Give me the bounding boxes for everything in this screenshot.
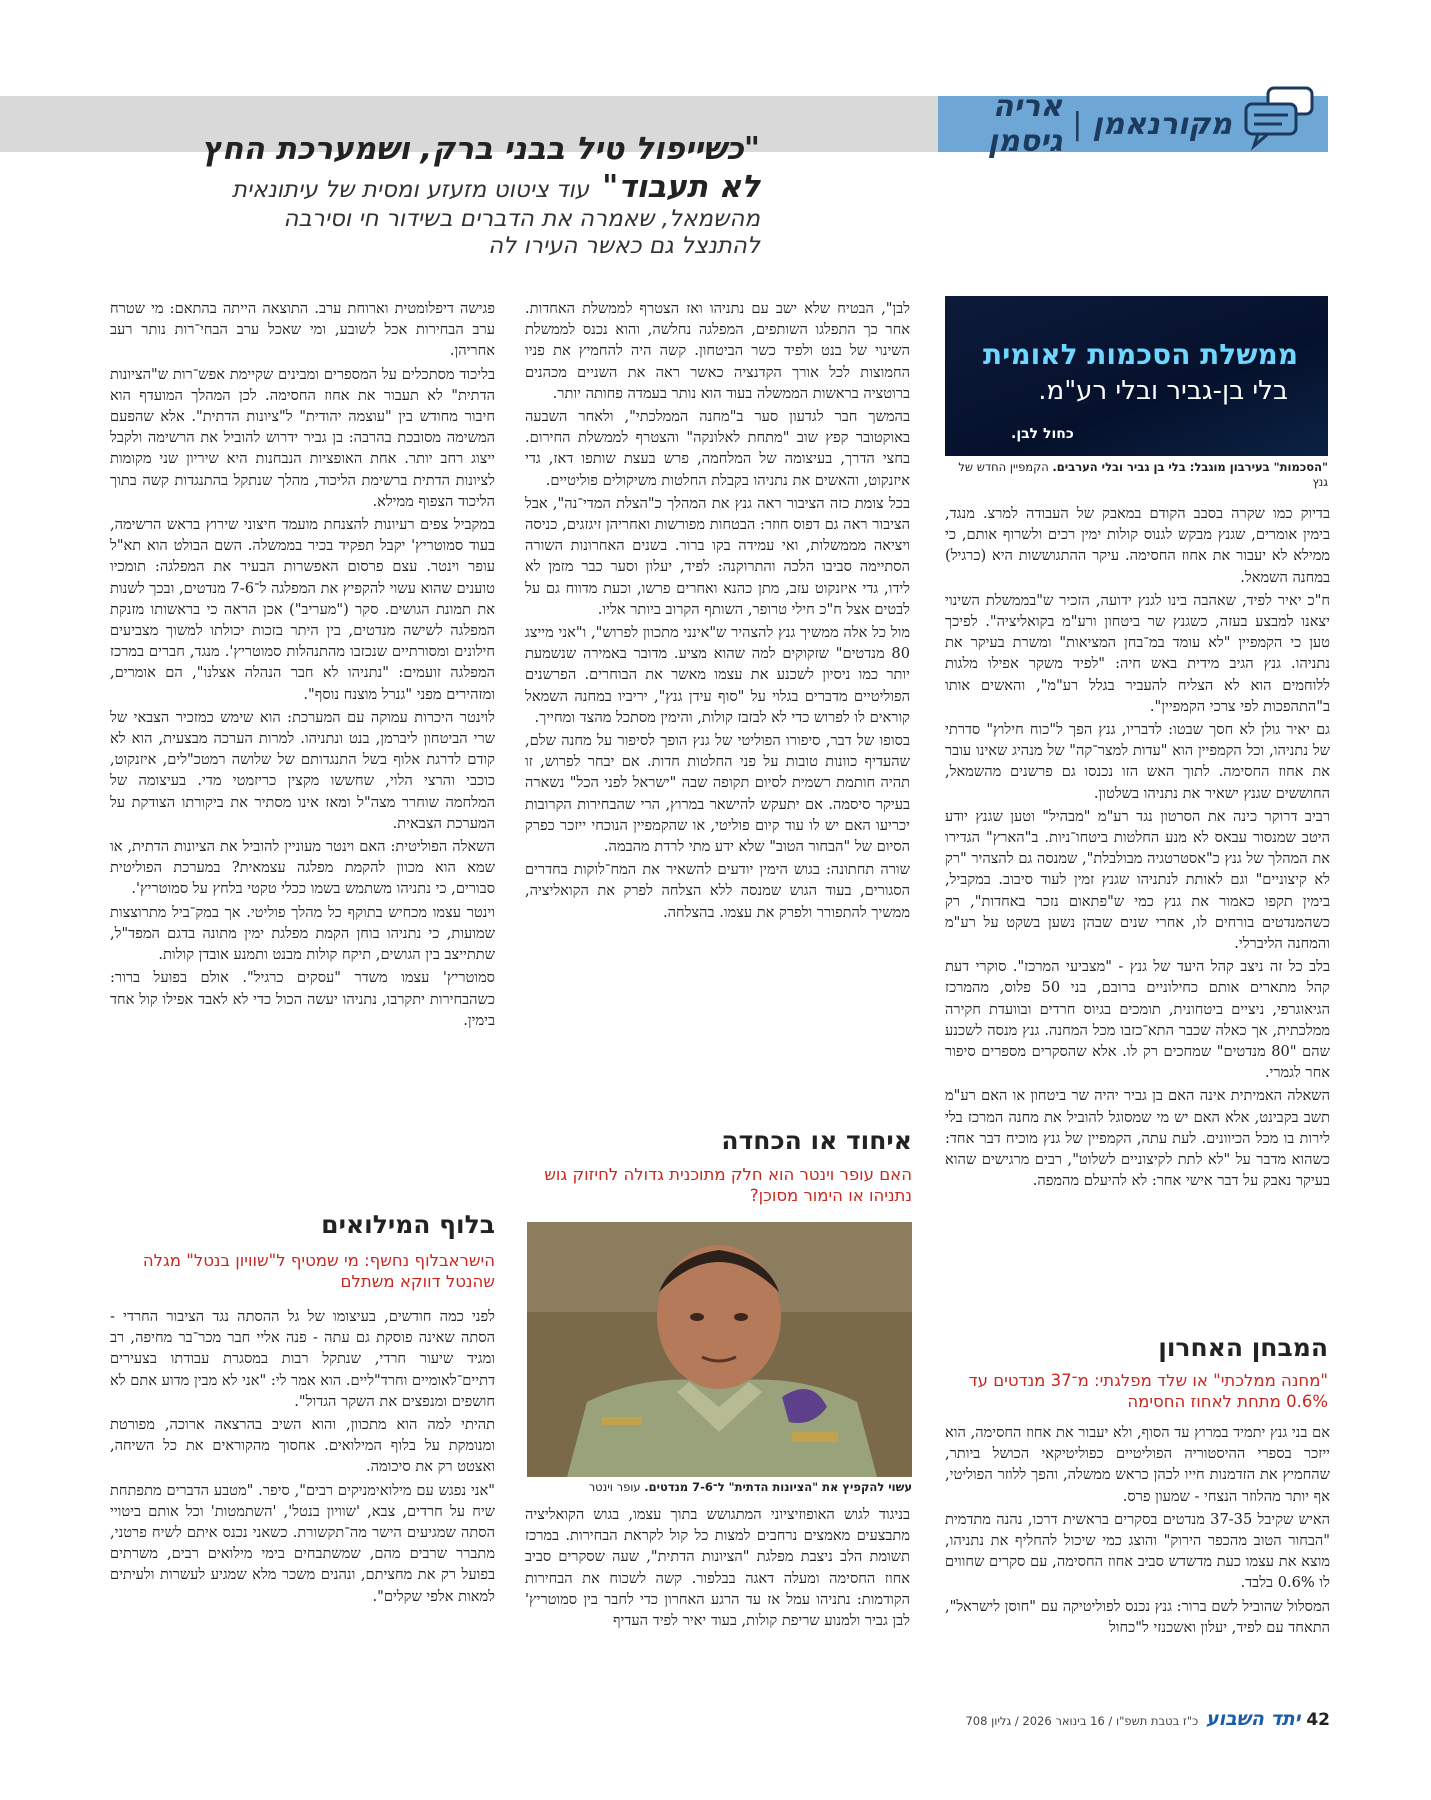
campaign-photo-line2: בלי בן-גביר ובלי רע"מ. <box>1038 376 1288 406</box>
paragraph: בליכוד מסתכלים על המספרים ומבינים שקיימת אפש־רות ש"הציונות הדתית" לא תעבור את אחוז החסימה. לכן המהלך המועדף הוא חיבור מחודש בין "עוצמה יהודית" ל"ציונות הדתית". אלא שהפעם המשימה מסובכת בהרבה: בן גביר ידרוש להוביל את הרשימה ולקבל ייצוג רחב יותר. אחת האופציות הנבחנות היא שיריון שני מקומות לציונות הדתית ברשימת הליכוד, מהלך שנתקל בהתנגדות קשה בתוך הליכוד הצפוף ממילא. <box>110 365 495 510</box>
column-middle-body <box>525 298 910 925</box>
section-title-reserves: בלוף המילואים <box>321 1210 495 1239</box>
paragraph: וינטר עצמו מכחיש בתוקף כל מהלך פוליטי. אך במק־ביל מתרוצצות שמועות, כי נתניהו בוחן הקמת מפלגת ימין מתונה בדגם המפד"ל, שתתייצב בין הגושים, תיקח קולות מבנט ותמנע אובדן קולות. <box>110 903 495 964</box>
paragraph: השאלה האמיתית אינה האם בן גביר יהיה שר ביטחון או האם רע"מ תשב בקבינט, אלא האם יש מי שמסוגל להוביל את מחנה המרכז בלי לירות בו מכל הכיוונים. לעת עתה, הקמפיין של גנץ מוכיח דבר אחד: כשהוא מדבר על "לא לתת לקיצוניים לשלוט", רבים מרגישים שהוא בעיקר נאבק על דבר אישי אחר: לא להיעלם מהמפה. <box>945 1087 1330 1190</box>
paragraph: פגישה דיפלומטית וארוחת ערב. התוצאה הייתה בהתאם: מי שטרח ערב הבחירות אכל לשובע, ומי שאכל ערב הבחי־רות נותר רעב אחריהן. <box>110 300 495 360</box>
caption-mid-bold: עשוי להקפיץ את "הציונות הדתית" ל־7-6 מנדטים. <box>644 1480 912 1494</box>
brand-logo: יתד השבוע <box>1205 1708 1301 1730</box>
campaign-photo-line1: ממשלת הסכמות לאומית <box>982 338 1298 371</box>
officer-photo <box>527 1222 912 1477</box>
paragraph: אם בני גנץ יתמיד במרוץ עד הסוף, ולא יעבור את אחוז החסימה, הוא ייזכר בספרי ההיסטוריה הפוליטיים כפוליטיקאי הכושל ביותר, שהחמיץ את הזדמנות חייו לכהן כראש ממשלה, והפך ללוזר הפוליטי, אף יותר מהלוזר הנצחי - שמעון פרס. <box>945 1424 1330 1505</box>
paragraph: סמוטריץ' עצמו משדר "עסקים כרגיל". אולם בפועל ברור: כשהבחירות יתקרבו, נתניהו יעשה הכול כדי לא לאבד אפילו קול אחד בימין. <box>110 969 495 1029</box>
paragraph: המסלול שהוביל לשם ברור: גנץ נכנס לפוליטיקה עם "חוסן לישראל", התאחד עם לפיד, יעלון ואשכנזי ל"כחול <box>945 1597 1330 1636</box>
issue-info: כ"ז בטבת תשפ"ו / 16 בינואר 2026 / גליון 708 <box>965 1714 1199 1728</box>
paragraph: בניגוד לגוש האופוזיציוני המתגושש בתוך עצמו, בגוש הקואליציה מתבצעים מאמצים נרחבים למצות כל קול לקראת הבחירות. במרכז תשומת הלב ניצבת מפלגת "הציונות הדתית", שעה שסקרים סביב אחוז החסימה ומעלה דאגה בבלפור. קשה לשכוח את הבחירות הקודמות: נתניהו עמל אז עד הרגע האחרון כדי לחבר בין סמוטריץ' לבן גביר ולמנוע שריפת קולות, בעוד יאיר לפיד העדיף <box>525 1506 910 1630</box>
section-sub-unity: האם עופר וינטר הוא חלק מתוכנית גדולה לחיזוק גוש נתניהו או הימור מסוכן? <box>544 1165 912 1205</box>
column-tag-separator: | <box>1072 106 1083 142</box>
paragraph: תהיתי למה הוא מתכוון, והוא השיב בהרצאה ארוכה, מפורטת ומנומקת על בלוף המילואים. אחסוך מהקוראים את כל השיחה, ואצטט רק את סיכומה. <box>110 1416 495 1476</box>
caption-mid-rest: עופר וינטר <box>588 1480 645 1494</box>
paragraph: לבן", הבטיח שלא ישב עם נתניהו ואז הצטרף לממשלת האחדות. אחר כך התפלגו השותפים, המפלגה נחלשה, והוא נכנס לממשלת השינוי של בנט ולפיד כשר הביטחון. קשה היה להחמיץ את פניו החמוצות לכל אורך הקדנציה כאשר ראה את השניים מכהנים ברוטציה בראשות הממשלה בעוד הוא נותר בעמדה פחותה יותר. <box>525 300 910 402</box>
headline <box>200 130 760 260</box>
column-tag-name-a: מקורנאמן <box>1092 106 1232 142</box>
paragraph: לפני כמה חודשים, בעיצומו של גל ההסתה נגד הציבור החרדי - הסתה שאינה פוסקת גם עתה - פנה אליי חבר מכר־בר מחיפה, רב ומגיד שיעור חרדי, שנתקל רבות במסגרת עבודתו בצעירים דתיים־לאומיים וחרד"ליים. הוא אמר לי: "אני לא מבין מדוע אתם לא חושפים ומנפצים את השקר הגדול". <box>110 1308 495 1410</box>
section-title-last-test: המבחן האחרון <box>1158 1333 1328 1362</box>
headline-quote: "כשייפול טיל בבני ברק, ושמערכת החץ לא תעבוד" <box>201 131 760 205</box>
paragraph: השאלה הפוליטית: האם וינטר מעוניין להוביל את הציונות הדתית, או שמא הוא מכוון להקמת מפלגה עצמאית? במערכת הפוליטית סבורים, כי נתניהו משתמש בשמו ככלי טקטי בלחץ על סמוטריץ'. <box>110 838 495 898</box>
paragraph: בכל צומת כזה הציבור ראה גנץ את המהלך כ"הצלת המדי־נה", אבל הציבור ראה גם דפוס חוזר: הבטחות מפורשות ואחריהן זיגזגים, כניסה ויציאה מממשלות, ואי עמידה בקו ברור. בשנים האחרונות השורה הסתיימה סביבו הלכה והתרוקנה: לפיד, יעלון וסער כבר מזמן לא לידו, גדי איזנקוט עזב, מתן כהנא ואחרים פרשו, וכעת מדווח גם על לבטים אצל ח"כ חילי טרופר, השותף הקרוב ביותר אליו. <box>525 494 910 618</box>
paragraph: ח"כ יאיר לפיד, שאהבה בינו לגנץ ידועה, הזכיר ש"בממשלת השינוי יצאנו למבצע בעזה, כשגנץ שר ביטחון ורע"מ בקואליציה". לפיכך טען כי הקמפיין "לא עומד במ־בחן המציאות" ומשרת בעיקר את נתניהו. גנץ הגיב מידית באש חיה: "לפיד משקר אפילו מלגות ללוחמים הוא לא הצליח להעביר בגלל רע"מ", והאשים אותו ב"התהפכות לפי צרכי הקמפיין". <box>945 591 1330 715</box>
paragraph: האיש שקיבל 37-35 מנדטים בסקרים בראשית דרכו, נהנה מתדמית "הבחור הטוב מהכפר הירוק" והוצג כמי שיכול להחליף את נתניהו, מוצא את עצמו כעת מדשדש סביב אחוז החסימה, עם סקרים שחווים לו 0.6% בלבד. <box>945 1510 1330 1592</box>
column-right-body <box>945 503 1330 1194</box>
caption-mid <box>527 1480 912 1495</box>
paragraph: בלב כל זה ניצב קהל היעד של גנץ - "מצביעי המרכז". סוקרי דעת קהל מתארים אותם כחילוניים ברובם, בני 50 פלוס, מהמרכז הגיאוגרפי, ניציים ביטחונית, תומכים בגיוס חרדים ובוועדת חקירה ממלכתית, אך כאלה שכבר התא־כזבו מכל המחנה. גנץ מנסה לשכנע שהם "80 מנדטים" שמחכים רק לו. אלא שהסקרים מספרים סיפור אחר לגמרי. <box>945 958 1330 1082</box>
paragraph: שורה תחתונה: בגוש הימין יודעים להשאיר את המח־לוקות בחדרים הסגורים, בעוד הגוש שמנסה ללא הצלחה לפרק את הקואליציה, ממשיך להתפורר ולפרק את עצמו. בהצלחה. <box>525 861 910 921</box>
paragraph: לוינטר היכרות עמוקה עם המערכת: הוא שימש כמזכיר הצבאי של שרי הביטחון ליברמן, בנט ונתניהו. למרות הערכה מבצעית, הוא לא קודם לדרגת אלוף בשל התנגדותם של שלושה רמטכ"לים, איזנקוט, כוכבי והרצי הלוי, שחששו מקצין כריזמטי מדי. בעיצומה של המלחמה שוחרר מצה"ל ומאז אינו מסתיר את ביקורתו הצודקת על המערכת הצבאית. <box>110 708 495 832</box>
paragraph: במקביל צפים רעיונות להצנחת מועמד חיצוני שירוץ בראש הרשימה, בעוד סמוטריץ' יקבל תפקיד בכיר בממשלה. השם הבולט הוא תא"ל עופר וינטר. עצם פרסום האפשרות הבעיר את המפלגה: תומכיו טוענים שהוא עשוי להקפיץ את המפלגה ל־7-6 מנדטים, ובכך לשנות את תמונת הגושים. סקר ("מעריב") אכן הראה כי בראשותו מזנקת המפלגה לשישה מנדטים, בין היתר בזכות יכולתו למשוך מצביעים חילונים ומסורתיים שנכזבו מהתנהלות סמוטריץ'. מנגד, חברים במרכז המפלגה זועמים: "נתניהו לא חבר הנהלה אצלנו", הם אומרים, ומזהירים מפני "גנרל מוצנח נוסף". <box>110 516 495 703</box>
column-middle-body-2 <box>525 1504 910 1633</box>
paragraph: בהמשך חבר לגדעון סער ב"מחנה הממלכתי", ולאחר השבעה באוקטובר קפץ שוב "מתחת לאלונקה" והצטרף לממשלת החירום. בחצי הדרך, בעיצומה של המלחמה, פרש בעצת שותפו דאז, גדי איזנקוט, והאשים את נתניהו בקבלת החלטות משיקולים פוליטיים. <box>525 408 910 489</box>
column-left-body-2 <box>110 1306 495 1609</box>
headline-subtitle: עוד ציטוט מזעזע ומסית של עיתונאית מהשמאל, שאמרה את הדברים בשידור חי וסירבה להתנצל גם כאשר העירו לה <box>231 177 760 259</box>
paragraph: רביב דרוקר כינה את הסרטון נגד רע"מ "מבהיל" וטען שגנץ יודע היטב שמנסור עבאס לא מנע החלטות ביטחו־ניות. ב"הארץ" הגדירו את המהלך של גנץ כ"אסטרטגיה מבולבלת", שמנסה גם להצהיר "רק לא קיצוניים" וגם לאותת לנתניהו שגנץ זמין לעוד סיבוב. במקביל, בימין תקפו כאמור את גנץ כמי ש"פתאום נזכר באחדות", רק כשהמנדטים בורחים לו, אחרי שנים שבהן נשען בשקט על רע"מ והמחנה הליברלי. <box>945 807 1330 953</box>
page-number: 42 <box>1306 1710 1330 1730</box>
paragraph: גם יאיר גולן לא חסך שבטו: לדבריו, גנץ הפך ל"כוח חילוץ" סדרתי של נתניהו, וכל הקמפיין הוא "עדות למצר־קה" של מנהיג שאינו עובר את אחוז החסימה. לתוך האש הזו נכנסו גם פרשנים מהשמאל, החוששים שגנץ ישאיר את נתניהו בשלטון. <box>945 721 1330 802</box>
campaign-photo-logo: כחול לבן. <box>1011 426 1074 442</box>
speech-bubble-icon <box>1240 84 1330 154</box>
section-title-unity: איחוד או הכחדה <box>721 1126 912 1155</box>
section-sub-last-test: "מחנה ממלכתי" או שלד מפלגתי: מ־37 מנדטים עד 0.6% מתחת לאחוז החסימה <box>968 1371 1328 1411</box>
column-tag-name-b: אריה גיסמן <box>987 89 1063 159</box>
campaign-photo <box>945 296 1328 456</box>
page-footer <box>940 1708 1330 1730</box>
officer-photo-illustration <box>527 1222 912 1477</box>
column-right-body-2 <box>945 1422 1330 1640</box>
caption-right-rest: הקמפיין החדש של גנץ <box>958 460 1328 489</box>
section-sub-reserves: הישראבלוף נחשף: מי שמטיף ל"שוויון בנטל" מגלה שהנטל דווקא משתלם <box>142 1251 495 1291</box>
paragraph: "אני נפגש עם מילואימניקים רבים", סיפר. "מטבע הדברים מתפתחת שיח על חרדים, צבא, 'שוויון בנטל', 'השתמטות' וכל אותם ביטויי הסתה שמגיעים הישר מה־תקשורת. כשאני נכנס איתם לשיח פרטני, מתברר שרבים מהם, שמשתבחים בימי מילואים רבים, משרתים בפועל רק את מחציתם, ונהנים משכר מלא שמגיע לעשרות ולעיתים למאות אלפי שקלים". <box>110 1481 495 1605</box>
caption-right <box>945 460 1328 490</box>
paragraph: מול כל אלה ממשיך גנץ להצהיר ש"אינני מתכוון לפרוש", ו"אני מייצג 80 מנדטים" שזקוקים למה שהוא מציע. מדובר באמירה שנשמעת יותר כמו ניסיון לשכנע את עצמו מאשר את הבוחרים. הפרשנים הפוליטיים מדברים בגלוי על "סוף עידן גנץ", יריביו במחנה השמאל קוראים לו לפרוש כדי לא לבזבז קולות, והימין מסתכל מהצד ומחייך. <box>525 624 910 726</box>
paragraph: בסופו של דבר, סיפורו הפוליטי של גנץ הופך לסיפור על מחנה שלם, שהעדיף כוונות טובות על פני החלטות חדות. אם יבחר לפרוש, זו תהיה חותמת רשמית לסיום תקופה שבה "ישראל לפני הכל" נשארה בעיקר סיסמה. אם יתעקש להישאר במרוץ, הרי שהבחירות הקרובות יכריעו האם יש לו עוד קיום פוליטי, או שהקמפיין הנוכחי ייזכר כפרק הסיום של "הבחור הטוב" שלא ידע מתי לרדת מהבמה. <box>525 732 910 856</box>
caption-right-bold: "הסכמות" בעירבון מוגבל: בלי בן גביר ובלי הערבים. <box>1052 460 1328 474</box>
column-left-body <box>110 298 495 1033</box>
paragraph: בדיוק כמו שקרה בסבב הקודם במאבק של העבודה למרצ. מנגד, בימין אומרים, שגנץ מבקש לגנוס קולות ימין רכים ולשרוף אותם, כי ממילא לא יעבור את אחוז החסימה. עיקר ההתגוששות היא (כרגיל) במחנה השמאל. <box>945 505 1330 586</box>
